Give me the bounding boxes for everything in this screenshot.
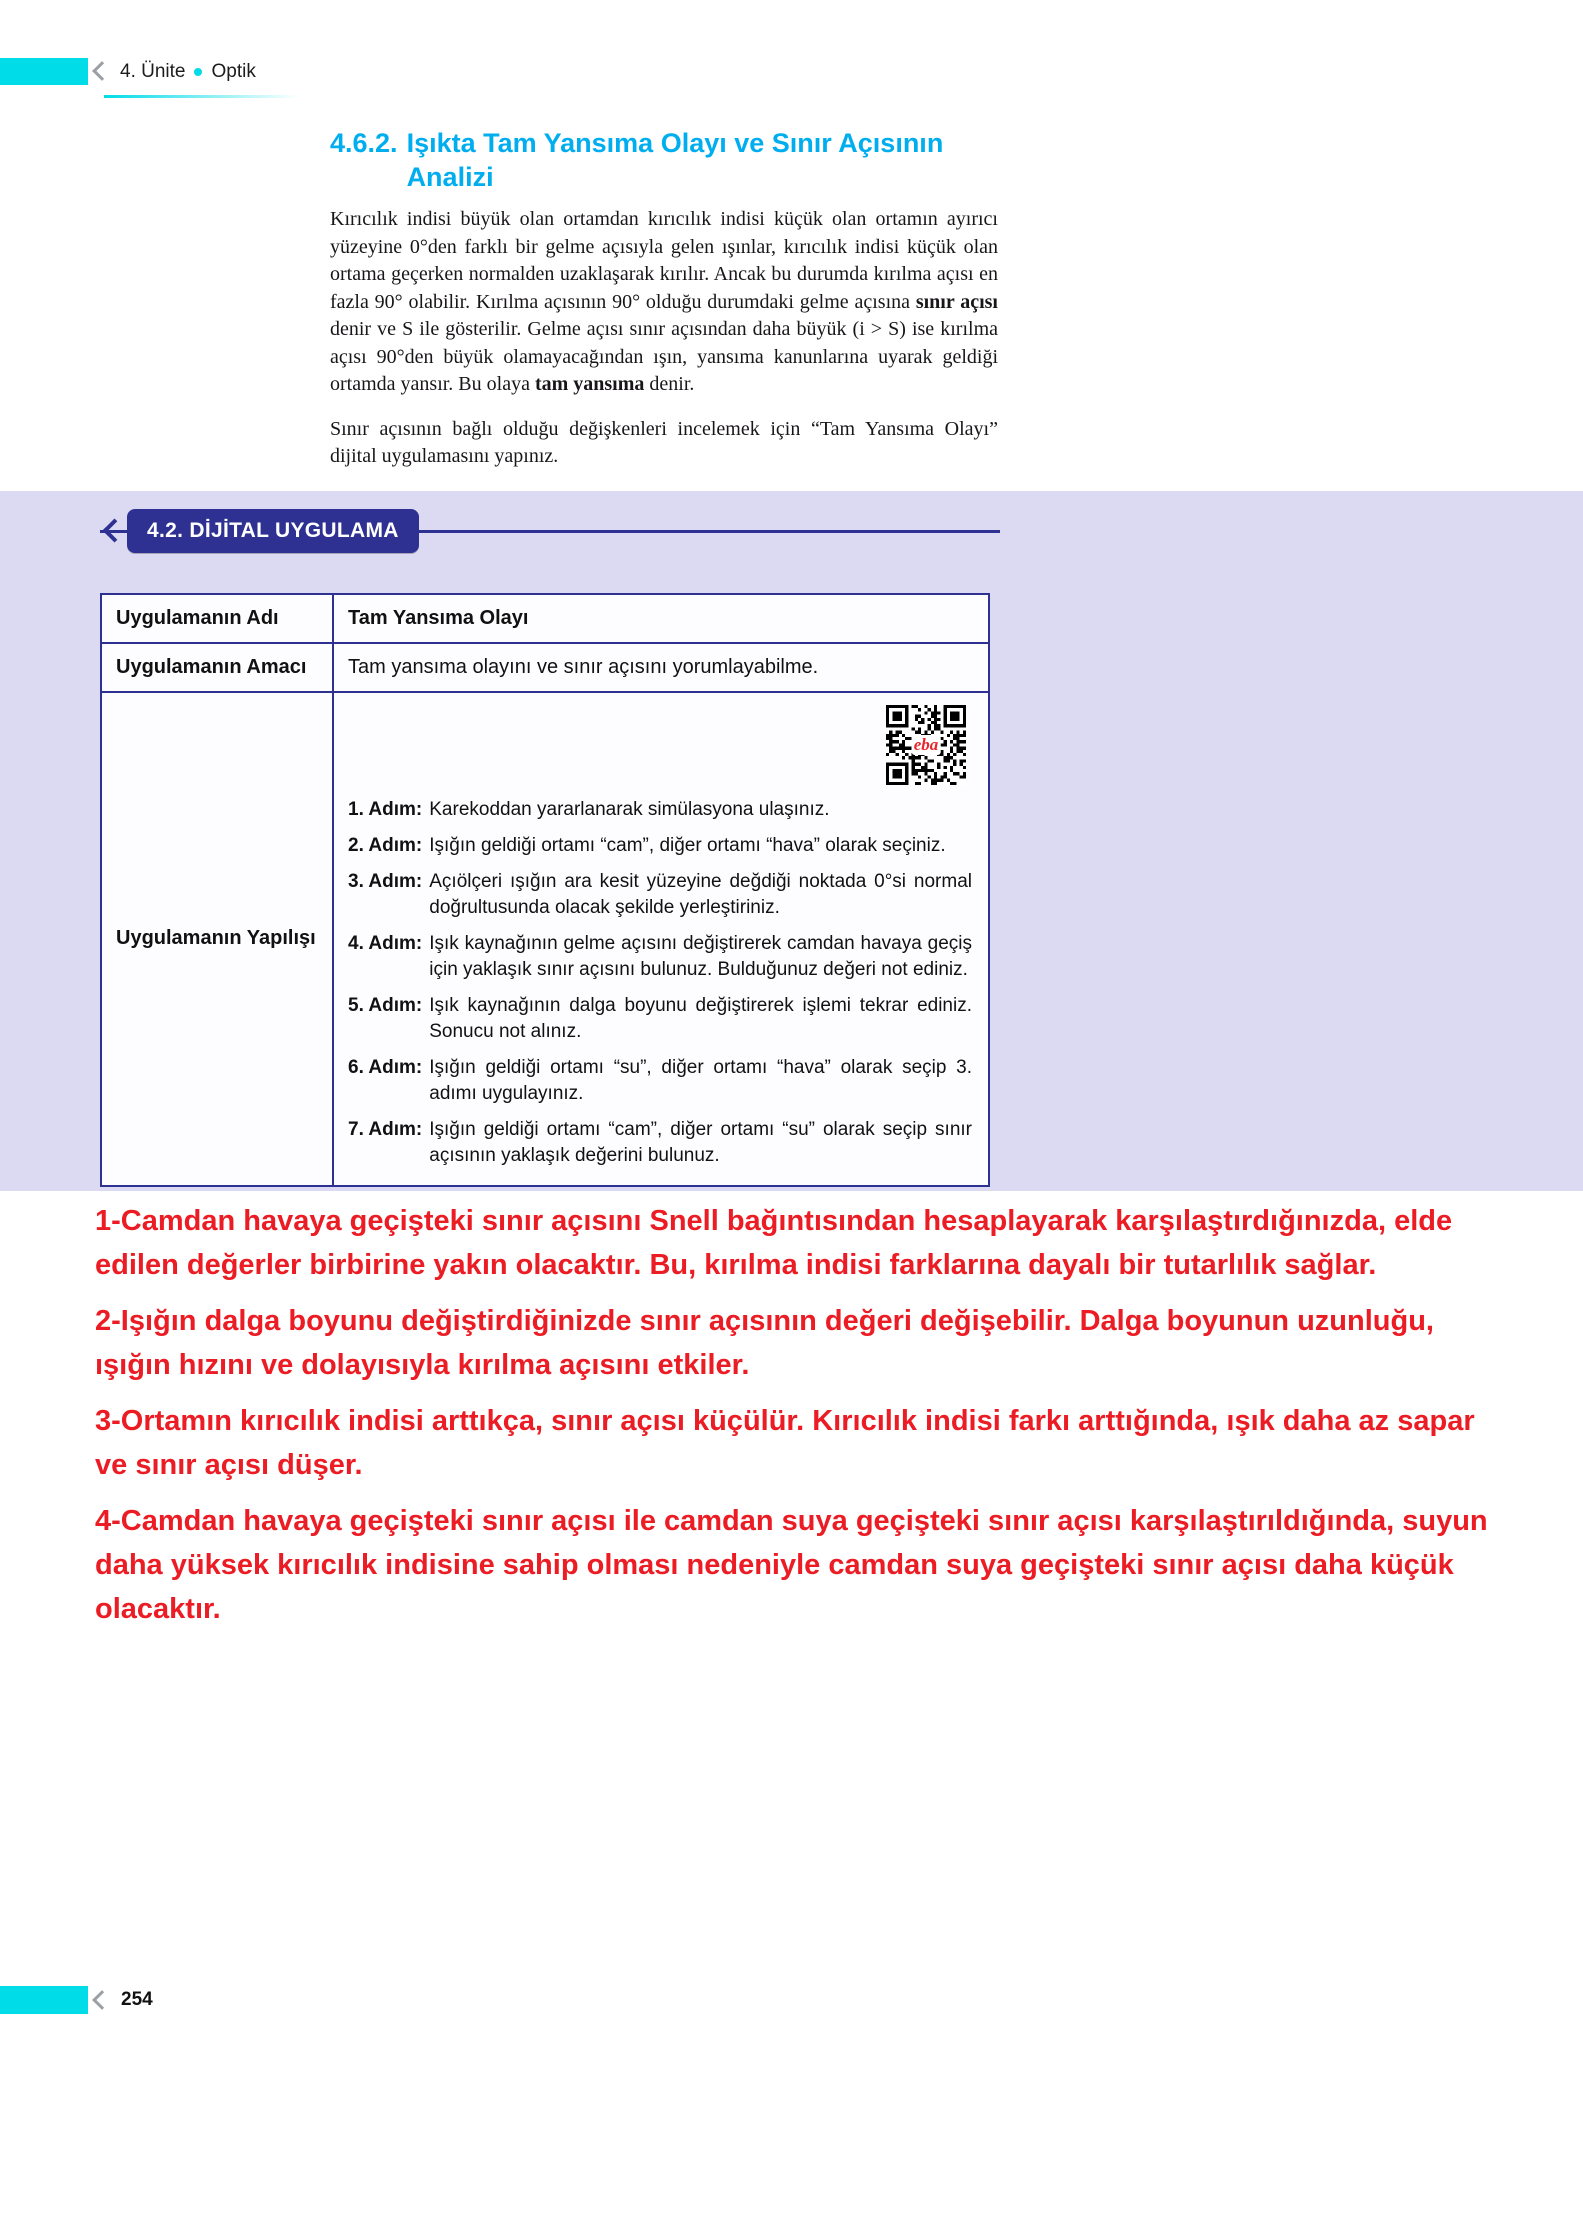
page-number: 254 [121, 1989, 153, 2010]
heading-title: Işıkta Tam Yansıma Olayı ve Sınır Açısının Analizi [406, 128, 944, 192]
table-row-label: Uygulamanın Amacı [102, 642, 334, 691]
steps-cell [334, 691, 988, 1185]
step-text: Işığın geldiği ortamı “cam”, diğer ortamı “hava” olarak seçiniz. [429, 834, 946, 856]
intro-paragraph-2: Sınır açısının bağlı olduğu değişkenleri incelemek için “Tam Yansıma Olayı” dijital uygulamasını yapınız. [330, 417, 998, 467]
step-text: Işığın geldiği ortamı “cam”, diğer ortamı “su” olarak seçip sınır açısının yaklaşık değerini bulunuz. [429, 1118, 972, 1166]
heading-number: 4.6.2. [330, 128, 398, 158]
page-footer [0, 1984, 1583, 2016]
bullet-icon [194, 68, 202, 76]
step-label: 1. Adım: [348, 798, 423, 820]
step-item [348, 869, 972, 921]
step-label: 7. Adım: [348, 1118, 423, 1140]
step-item [348, 1117, 972, 1169]
chevron-left-icon [102, 518, 126, 542]
unit-breadcrumb [120, 61, 256, 83]
table-row-value: Tam Yansıma Olayı [348, 606, 529, 629]
answers-section [95, 1199, 1490, 1631]
answer-item: 3-Ortamın kırıcılık indisi arttıkça, sınır açısı küçülür. Kırıcılık indisi farkı arttığında, ışık daha az sapar ve sınır açısı düşer. [95, 1404, 1475, 1481]
step-item [348, 931, 972, 983]
digital-activity-badge: 4.2. DİJİTAL UYGULAMA [127, 509, 419, 553]
step-item [348, 833, 972, 859]
table-row-label: Uygulamanın Yapılışı [102, 691, 334, 1185]
step-label: 3. Adım: [348, 870, 423, 892]
step-label: 6. Adım: [348, 1056, 423, 1078]
chevron-left-icon [92, 1990, 112, 2010]
answer-item: 4-Camdan havaya geçişteki sınır açısı ile camdan suya geçişteki sınır açısı karşılaştırıldığında, suyun daha yüksek kırıcılık indisine sahip olması nedeniyle camdan suya geçişteki sınır açısı daha küçük olacaktır. [95, 1504, 1488, 1625]
step-text: Açıölçeri ışığın ara kesit yüzeyine değdiği noktada 0°si normal doğrultusunda olacak şekilde yerleştiriniz. [429, 870, 972, 918]
paragraph-text: denir ve S ile gösterilir. Gelme açısı sınır açısından daha büyük (i > S) ise kırılma açısı 90°den büyük olamayacağından ışın, yansıma kanunlarına uyarak geldiği ortamda yansır. Bu olaya [330, 318, 998, 395]
table-row-value: Tam yansıma olayını ve sınır açısını yorumlayabilme. [334, 642, 988, 691]
header-accent-bar [0, 58, 88, 85]
activity-table [100, 593, 990, 1187]
paragraph-text: denir. [644, 373, 695, 395]
term-sinir-acisi: sınır açısı [915, 290, 998, 313]
answer-item: 2-Işığın dalga boyunu değiştirdiğinizde sınır açısının değeri değişebilir. Dalga boyunun uzunluğu, ışığın hızını ve dolayısıyla kırılma açısını etkiler. [95, 1304, 1434, 1381]
section-heading [330, 126, 998, 194]
step-text: Karekoddan yararlanarak simülasyona ulaşınız. [429, 798, 830, 820]
footer-accent-bar [0, 1986, 88, 2014]
step-item [348, 1055, 972, 1107]
step-label: 4. Adım: [348, 932, 423, 954]
step-item [348, 797, 972, 823]
intro-section [330, 126, 998, 471]
unit-topic: Optik [211, 61, 256, 82]
step-text: Işık kaynağının dalga boyunu değiştirerek işlemi tekrar ediniz. Sonucu not alınız. [429, 994, 972, 1042]
unit-label: 4. Ünite [120, 61, 186, 82]
step-label: 5. Adım: [348, 994, 423, 1016]
chevron-left-icon [92, 61, 112, 81]
step-text: Işığın geldiği ortamı “su”, diğer ortamı “hava” olarak seçip 3. adımı uygulayınız. [429, 1056, 972, 1104]
eba-logo: eba [913, 734, 939, 754]
qr-code [886, 705, 966, 785]
term-tam-yansima: tam yansıma [534, 373, 645, 395]
paragraph-text: Kırıcılık indisi büyük olan ortamdan kırıcılık indisi küçük olan ortamın ayırıcı yüzeyine 0°den farklı bir gelme açısıyla gelen ışınlar, kırıcılık indisi küçük olan ortama geçerken normalden uzaklaşarak kırılır. Ancak bu durumda kırılma açısı en fazla 90° olabilir. Kırılma açısının 90° olduğu durumdaki gelme açısına [330, 208, 998, 313]
step-item [348, 993, 972, 1045]
table-row-label: Uygulamanın Adı [102, 595, 334, 642]
badge-row [0, 511, 1583, 557]
digital-activity-panel [0, 491, 1583, 1191]
answer-item: 1-Camdan havaya geçişteki sınır açısını Snell bağıntısından hesaplayarak karşılaştırdığınızda, elde edilen değerler birbirine yakın olacaktır. Bu, kırılma indisi farklarına dayalı bir tutarlılık sağlar. [95, 1204, 1453, 1281]
step-text: Işık kaynağının gelme açısını değiştirerek camdan havaya geçiş için yaklaşık sınır açısını bulunuz. Bulduğunuz değeri not ediniz. [429, 932, 972, 980]
intro-paragraph-1 [330, 206, 998, 399]
step-label: 2. Adım: [348, 834, 423, 856]
header-underline [104, 95, 299, 98]
page-header [0, 0, 1583, 102]
